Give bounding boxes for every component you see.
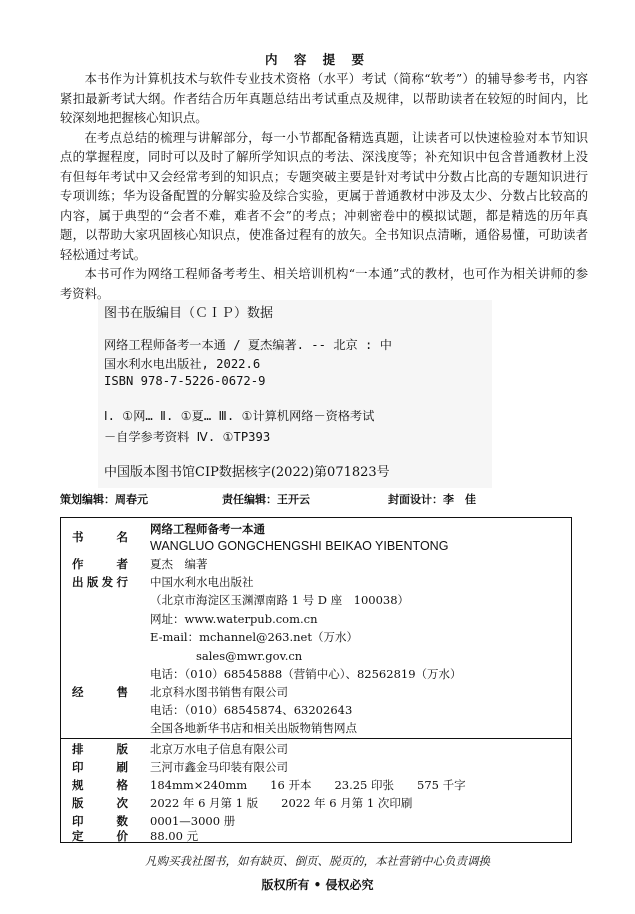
- cip-line: ISBN 978-7-5226-0672-9: [104, 374, 266, 388]
- publisher-email: E-mail：mchannel@263.net（万水）: [150, 630, 358, 644]
- distributor-network: 全国各地新华书店和相关出版物销售网点: [150, 721, 357, 735]
- label-distributor: 经 售: [72, 685, 128, 699]
- label-print-run: 印 数: [72, 814, 128, 828]
- publisher-website: 网址：www.waterpub.com.cn: [150, 612, 318, 626]
- cip-background: [98, 300, 492, 488]
- specification: 184mm×240mm 16 开本 23.25 印张 575 千字: [150, 778, 466, 792]
- publisher-email-2: sales@mwr.gov.cn: [150, 649, 303, 663]
- distributor-phone: 电话：（010）68545874、63202643: [150, 703, 353, 717]
- publisher-phone: 电话：（010）68545888（营销中心）、82562819（万水）: [150, 667, 462, 681]
- author: 夏杰 编著: [150, 557, 208, 571]
- summary-paragraph: 本书作为计算机技术与软件专业技术资格（水平）考试（简称“软考”）的辅导参考书，内容紧扣最新考试大纲。作者结合历年真题总结出考试重点及规律，以帮助读者在较短的时间内，比较深刻地把握核心知识点。: [60, 72, 588, 125]
- cip-line: 网络工程师备考一本通 / 夏杰编著. -- 北京 : 中: [104, 338, 392, 352]
- label-printing: 印 刷: [72, 760, 128, 774]
- card-divider: [60, 738, 572, 739]
- publisher-address: （北京市海淀区玉渊潭南路 1 号 D 座 100038）: [150, 593, 410, 607]
- cover-design: 封面设计：李 佳: [388, 493, 476, 506]
- book-title-pinyin: WANGLUO GONGCHENGSHI BEIKAO YIBENTONG: [150, 539, 449, 553]
- publisher-name: 中国水利水电出版社: [150, 575, 254, 589]
- distributor-name: 北京科水图书销售有限公司: [150, 685, 288, 699]
- print-run: 0001—3000 册: [150, 814, 236, 828]
- edition: 2022 年 6 月第 1 版 2022 年 6 月第 1 次印刷: [150, 796, 413, 810]
- return-policy-notice: 凡购买我社图书，如有缺页、倒页、脱页的，本社营销中心负责调换: [145, 854, 490, 868]
- copyright-notice: 版权所有 • 侵权必究: [261, 878, 374, 892]
- label-edition: 版 次: [72, 796, 128, 810]
- summary-paragraph: 在考点总结的梳理与讲解部分，每一小节都配备精选真题，让读者可以快速检验对本节知识点的掌握程度，同时可以及时了解所学知识点的考法、深浅度等；补充知识中包含普通教材上没有但每年考试中又会经常考到的知识点；专题突破主要是针对考试中分数占比高的专题知识进行专项训练；华为设备配置的分解实验及综合实验，更属于普通教材中涉及太少、分数占比较高的内容，属于典型的“会者不难，难者不会”的考点；冲刺密卷中的模拟试题，都是精选的历年真题，以帮助大家巩固核心知识点，使准备过程有的放矢。全书知识点清晰，通俗易懂，可助读者轻松通过考试。: [60, 130, 588, 262]
- price: 88.00 元: [150, 829, 199, 843]
- summary-paragraph: 本书可作为网络工程师备考考生、相关培训机构“一本通”式的教材，也可作为相关讲师的参考资料。: [60, 267, 588, 301]
- cip-number: 中国版本图书馆CIP数据核字(2022)第071823号: [104, 465, 390, 480]
- typesetting: 北京万水电子信息有限公司: [150, 742, 288, 756]
- responsible-editor: 责任编辑：王开云: [222, 493, 310, 506]
- cip-line: 国水利水电出版社, 2022.6: [104, 357, 261, 371]
- cip-line: Ⅰ. ①网… Ⅱ. ①夏… Ⅲ. ①计算机网络－资格考试: [104, 409, 375, 423]
- summary-title: 内 容 提 要: [264, 52, 371, 67]
- planning-editor: 策划编辑：周春元: [60, 493, 148, 506]
- label-price: 定 价: [72, 829, 128, 843]
- label-book-title: 书 名: [72, 530, 128, 544]
- label-specification: 规 格: [72, 778, 128, 792]
- cip-line: －自学参考资料 Ⅳ. ①TP393: [104, 430, 271, 444]
- summary-body: [60, 70, 588, 304]
- label-typesetting: 排 版: [72, 742, 128, 756]
- book-title: 网络工程师备考一本通: [150, 522, 265, 536]
- printing: 三河市鑫金马印装有限公司: [150, 760, 288, 774]
- label-author: 作 者: [72, 557, 128, 571]
- cip-heading: 图书在版编目（ＣＩＰ）数据: [104, 306, 274, 321]
- label-publisher: 出版发行: [72, 575, 128, 589]
